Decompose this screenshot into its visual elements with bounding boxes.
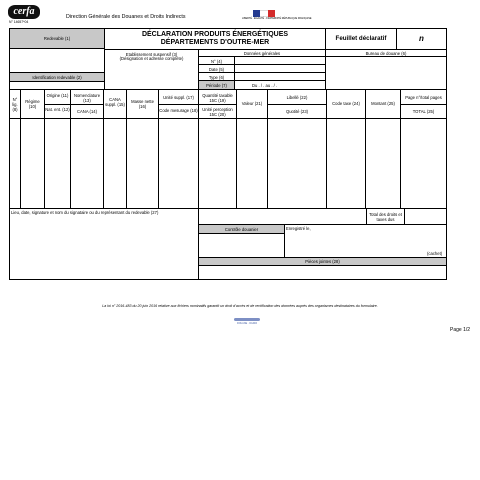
col-nomenclature-label: Nomenclature (13) — [73, 93, 101, 103]
col-montant-label: Montant (25) — [371, 101, 395, 106]
periode-label: Période (7) — [206, 83, 227, 88]
enregistre-cell[interactable] — [284, 224, 447, 258]
body-regime[interactable] — [20, 118, 45, 209]
douane-logo-text: DOUANE · DGDDI — [236, 322, 258, 325]
cachet-label: (cachet) — [427, 251, 443, 256]
total-droits-label: Total des droits et taxes dus — [369, 212, 402, 222]
body-masse-nette[interactable] — [126, 118, 159, 209]
signature-label: Lieu, date, signature et nom du signataire ou du représentant du redevable (27) — [11, 210, 159, 215]
col-valeur — [236, 89, 268, 119]
type-label: Type (6) — [208, 75, 225, 80]
col-cana-suppl-label: CANA suppl. (15) — [105, 97, 125, 107]
form-title-line2: DÉPARTEMENTS D'OUTRE-MER — [160, 39, 270, 46]
date-label: Date (5) — [208, 67, 225, 72]
col-libelle — [267, 89, 327, 105]
republic-logo — [242, 10, 312, 20]
col-code-mesurage — [158, 104, 199, 119]
body-montant[interactable] — [365, 118, 401, 209]
law-text: La loi n° 2016-483 du 20 juin 2016 relative aux fichiers nominatifs garantit un droit d'accès et de rectification des données auprès des organismes destinataires du formulaire. — [102, 304, 378, 308]
periode-value: Du . / . au . / . — [252, 83, 278, 88]
title-cell — [104, 28, 326, 50]
redevable-label: Redevable (1) — [43, 36, 71, 41]
redevable-blank[interactable] — [9, 48, 105, 73]
body-libelle[interactable] — [267, 118, 327, 209]
col-libelle-label: Libellé (22) — [286, 95, 308, 100]
col-unite-perception-label: Unité perception 15C (20) — [202, 107, 233, 117]
col-unite-suppl — [158, 89, 199, 105]
etablissement-label1: Etablissement suspensif (3) — [125, 52, 178, 57]
signature-area[interactable] — [9, 208, 199, 280]
col-quotite-label: Quotité (23) — [285, 109, 309, 114]
col-origine-label: Origine (11) — [46, 93, 69, 98]
col-code-taxe — [326, 89, 366, 119]
bureau-douane-label: Bureau de douane (6) — [365, 51, 407, 56]
direction-title: Direction Générale des Douanes et Droits Indirects — [66, 14, 186, 20]
col-page-total — [400, 89, 447, 105]
col-cana — [70, 104, 104, 119]
enregistre-label: Enregistré le, — [286, 226, 311, 231]
feuillet-label: Feuillet déclaratif — [335, 35, 387, 42]
col-no-lig-label: N° lig. (8) — [12, 97, 18, 112]
etablissement-label2: (Désignation et adresse complète) — [119, 56, 184, 61]
body-code-taxe[interactable] — [326, 118, 366, 209]
col-masse-nette-label: Masse nette (16) — [131, 99, 154, 109]
body-page-total[interactable] — [400, 118, 447, 209]
body-origine[interactable] — [44, 118, 71, 209]
total-droits-field[interactable] — [404, 208, 447, 225]
body-unite-suppl[interactable] — [158, 118, 199, 209]
col-regime — [20, 89, 45, 119]
col-code-mesurage-label: Code mesurage (18) — [159, 108, 198, 113]
french-flag-icon — [253, 10, 275, 17]
col-quantite-taxable-label: Quantité taxable 15C (19) — [202, 93, 233, 103]
body-cana-suppl[interactable] — [103, 118, 127, 209]
col-total-label: TOTAL (25) — [412, 109, 435, 114]
controle-field[interactable] — [198, 233, 285, 258]
col-quantite-taxable — [198, 89, 237, 105]
col-masse-nette — [126, 89, 159, 119]
col-regime-label: Régime (10) — [25, 99, 40, 109]
col-nomenclature — [70, 89, 104, 105]
col-origine — [44, 89, 71, 105]
pieces-jointes-field[interactable] — [198, 265, 447, 280]
body-valeur[interactable] — [236, 118, 268, 209]
col-unite-perception — [198, 104, 237, 119]
col-total — [400, 104, 447, 119]
cerfa-logo: cerfa — [8, 5, 40, 19]
pieces-jointes-label: Pièces jointes (28) — [305, 259, 340, 264]
col-nat-ent-label: Nat. ent. (12) — [45, 107, 70, 112]
col-quotite — [267, 104, 327, 119]
col-cana-label: CANA (14) — [76, 109, 97, 114]
page-number: Page 1/2 — [450, 327, 471, 333]
body-quantite-taxable[interactable] — [198, 118, 237, 209]
republic-line: LIBERTÉ · ÉGALITÉ · FRATERNITÉ RÉPUBLIQUE FRANÇAISE — [242, 17, 312, 20]
n-label: n — [419, 34, 424, 43]
douane-logo — [214, 318, 280, 325]
total-droits-cell — [366, 208, 405, 225]
col-page-total-label: Page n°/total pages — [405, 95, 442, 100]
identification-label: Identification redevable (2) — [32, 75, 82, 80]
col-nat-ent — [44, 104, 71, 119]
no-label: N° (4) — [211, 59, 222, 64]
form-number: N° 14657*04 — [9, 20, 29, 24]
col-unite-suppl-label: Unité suppl. (17) — [163, 95, 194, 100]
col-montant — [365, 89, 401, 119]
body-nomenclature[interactable] — [70, 118, 104, 209]
total-droits-spacer — [198, 208, 367, 225]
col-code-taxe-label: Code taxe (24) — [332, 101, 360, 106]
col-cana-suppl — [103, 89, 127, 119]
n-cell — [396, 28, 447, 50]
controle-label: Contrôle douanier — [224, 227, 259, 232]
donnees-generales-label: Données générales — [243, 51, 281, 56]
redevable-cell — [9, 28, 105, 49]
etablissement-cell — [104, 49, 199, 90]
feuillet-cell — [325, 28, 397, 50]
douane-logo-mark — [234, 318, 260, 321]
form-title-line1: DÉCLARATION PRODUITS ÉNERGÉTIQUES — [141, 31, 289, 38]
bureau-douane-field[interactable] — [325, 56, 447, 90]
col-valeur-label: Valeur (21) — [241, 101, 263, 106]
